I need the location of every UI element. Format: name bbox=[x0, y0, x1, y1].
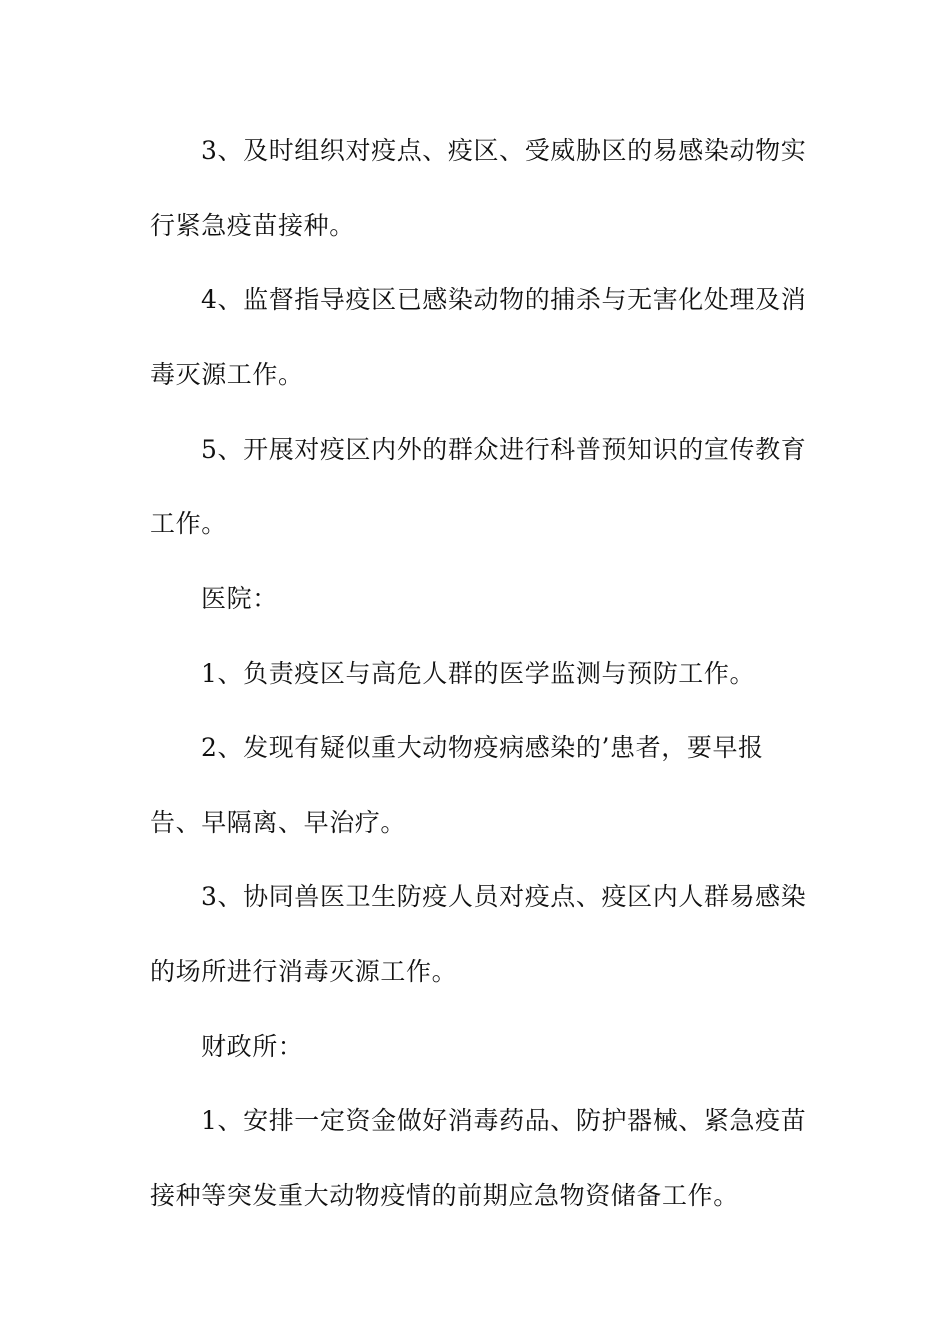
paragraph-line: 1、负责疫区与高危人群的医学监测与预防工作。 bbox=[201, 659, 756, 688]
paragraph-line: 毒灭源工作。 bbox=[150, 360, 304, 389]
paragraph-line: 5、开展对疫区内外的群众进行科普预知识的宣传教育 bbox=[201, 435, 807, 464]
paragraph-line: 4、监督指导疫区已感染动物的捕杀与无害化处理及消 bbox=[201, 285, 807, 314]
paragraph-line: 1、安排一定资金做好消毒药品、防护器械、紧急疫苗 bbox=[201, 1106, 807, 1135]
paragraph-line: 工作。 bbox=[150, 509, 227, 538]
paragraph-line: 行紧急疫苗接种。 bbox=[150, 211, 355, 240]
paragraph-line: 3、及时组织对疫点、疫区、受威胁区的易感染动物实 bbox=[201, 136, 807, 165]
paragraph-line: 2、发现有疑似重大动物疫病感染的’患者，要早报 bbox=[201, 733, 764, 762]
section-heading: 医院： bbox=[201, 584, 278, 613]
paragraph-line: 的场所进行消毒灭源工作。 bbox=[150, 957, 458, 986]
paragraph-line: 3、协同兽医卫生防疫人员对疫点、疫区内人群易感染 bbox=[201, 882, 807, 911]
paragraph-line: 接种等突发重大动物疫情的前期应急物资储备工作。 bbox=[150, 1181, 739, 1210]
section-heading: 财政所： bbox=[201, 1032, 304, 1061]
paragraph-line: 告、早隔离、早治疗。 bbox=[150, 808, 407, 837]
